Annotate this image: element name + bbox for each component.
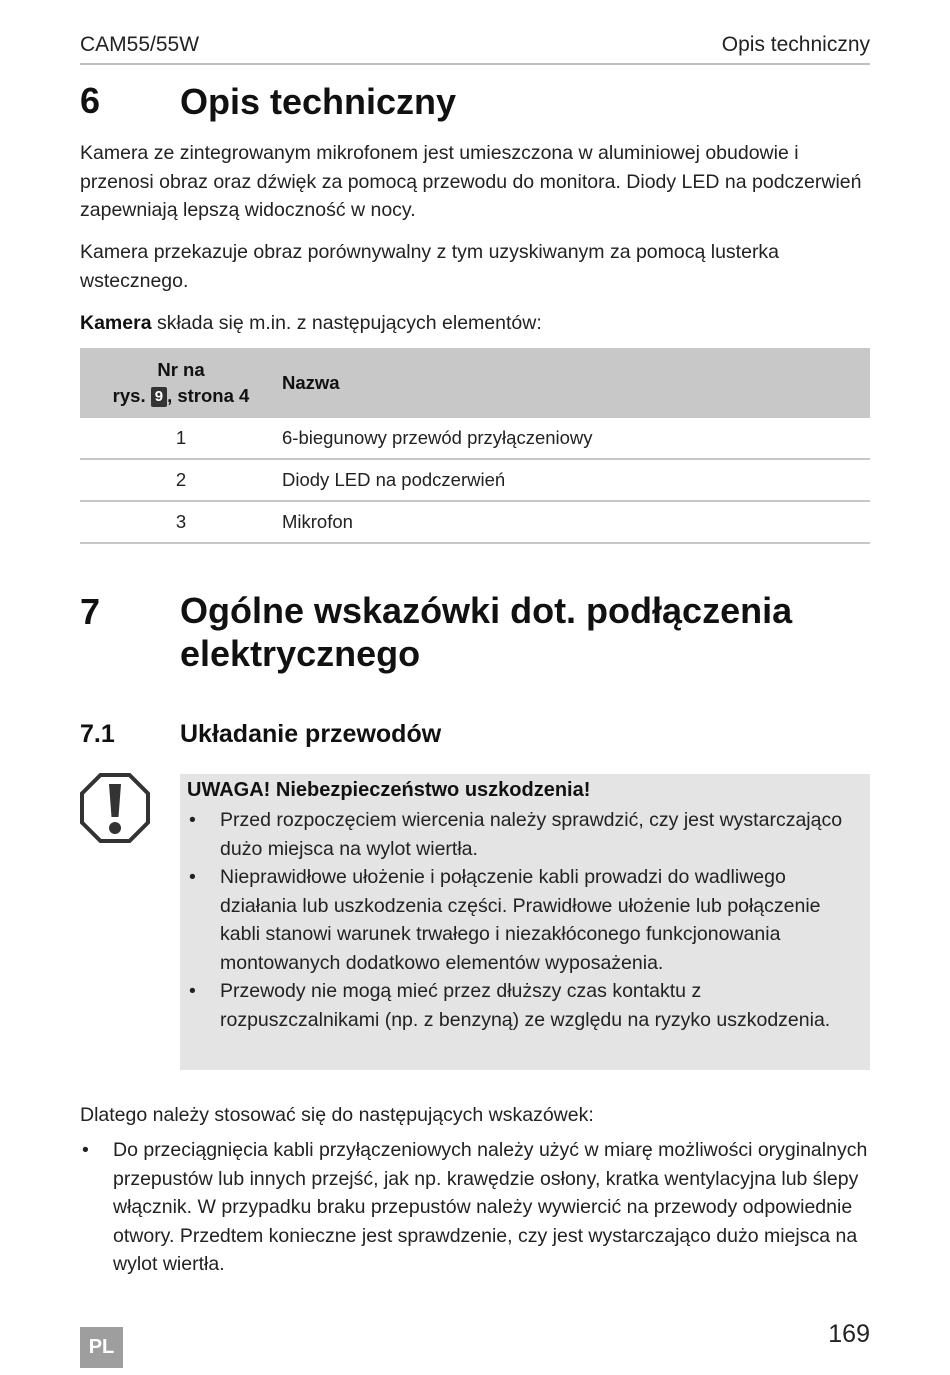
parts-intro xyxy=(80,309,870,338)
parts-table xyxy=(80,348,870,544)
parts-table-header-number xyxy=(80,348,282,418)
header-nr-rys: rys. xyxy=(112,385,151,406)
parts-table-header-name: Nazwa xyxy=(282,348,870,418)
language-badge: PL xyxy=(80,1327,123,1368)
warning-title: UWAGA! Niebezpieczeństwo uszkodzenia! xyxy=(187,779,591,801)
page-number: 169 xyxy=(828,1320,870,1348)
header-nr-line1: Nr na xyxy=(157,359,205,380)
list-item: • Przewody nie mogą mieć przez dłuższy czas kontaktu z rozpuszczalnikami (np. z benzyną) ze względu na ryzyko uszkodzenia. xyxy=(187,977,863,1034)
header-nr-page: , strona 4 xyxy=(167,385,250,406)
table-cell-number: 3 xyxy=(80,501,282,543)
warning-exclamation-icon xyxy=(80,773,150,843)
section-6-paragraph-1: Kamera ze zintegrowanym mikrofonem jest umieszczona w aluminiowej obudowie i przenosi obraz oraz dźwięk za pomocą przewodu do monitora. Diody LED na podczerwień zapewniają lepszą widoczność w nocy. xyxy=(80,142,862,221)
header-divider xyxy=(80,63,870,65)
table-row xyxy=(80,459,870,501)
section-7-1-number: 7.1 xyxy=(80,720,115,748)
running-header-chapter: Opis techniczny xyxy=(721,33,870,56)
table-cell-number: 1 xyxy=(80,418,282,459)
list-item: • Przed rozpoczęciem wiercenia należy sprawdzić, czy jest wystarczająco dużo miejsca na wylot wiertła. xyxy=(187,806,863,863)
running-header-model: CAM55/55W xyxy=(80,33,200,56)
section-7-title-line1: Ogólne wskazówki dot. podłączenia xyxy=(180,590,793,631)
instructions-intro: Dlatego należy stosować się do następujących wskazówek: xyxy=(80,1104,594,1126)
table-row xyxy=(80,501,870,543)
section-6-paragraph-2: Kamera przekazuje obraz porównywalny z tym uzyskiwanym za pomocą lusterka wstecznego. xyxy=(80,241,780,292)
parts-intro-bold: Kamera xyxy=(80,312,152,334)
table-cell-name: Mikrofon xyxy=(282,501,870,543)
section-7-title-line2: elektrycznego xyxy=(180,633,421,674)
warning-list xyxy=(187,806,863,1034)
figure-reference-badge: 9 xyxy=(151,387,167,407)
list-item: • Nieprawidłowe ułożenie i połączenie kabli prowadzi do wadliwego działania lub uszkodzenia części. Prawidłowe ułożenie lub połączenie kabli stanowi warunek trwałego i niezakłóconego funkcjonowania montowanych dodatkowo elementów wyposażenia. xyxy=(187,863,863,977)
table-cell-name: Diody LED na podczerwień xyxy=(282,459,870,501)
section-7-title xyxy=(180,589,870,675)
list-item: • Do przeciągnięcia kabli przyłączeniowych należy użyć w miarę możliwości oryginalnych przepustów lub innych przejść, jak np. krawędzie osłony, kratka wentylacyjna lub ślepy włącznik. W przypadku braku przepustów należy wywiercić na przewody odpowiednie otwory. Przedtem konieczne jest sprawdzenie, czy jest wystarczająco dużo miejsca na wylot wiertła. xyxy=(80,1136,870,1279)
table-cell-name: 6-biegunowy przewód przyłączeniowy xyxy=(282,418,870,459)
section-6-number: 6 xyxy=(80,80,101,121)
instructions-list xyxy=(80,1136,870,1279)
table-cell-number: 2 xyxy=(80,459,282,501)
parts-intro-text: składa się m.in. z następujących elementów: xyxy=(151,312,542,334)
section-7-1-title: Układanie przewodów xyxy=(180,720,442,748)
table-row xyxy=(80,418,870,459)
section-6-title: Opis techniczny xyxy=(180,81,457,122)
section-7-number: 7 xyxy=(80,591,101,632)
parts-table-header-row xyxy=(80,348,870,418)
